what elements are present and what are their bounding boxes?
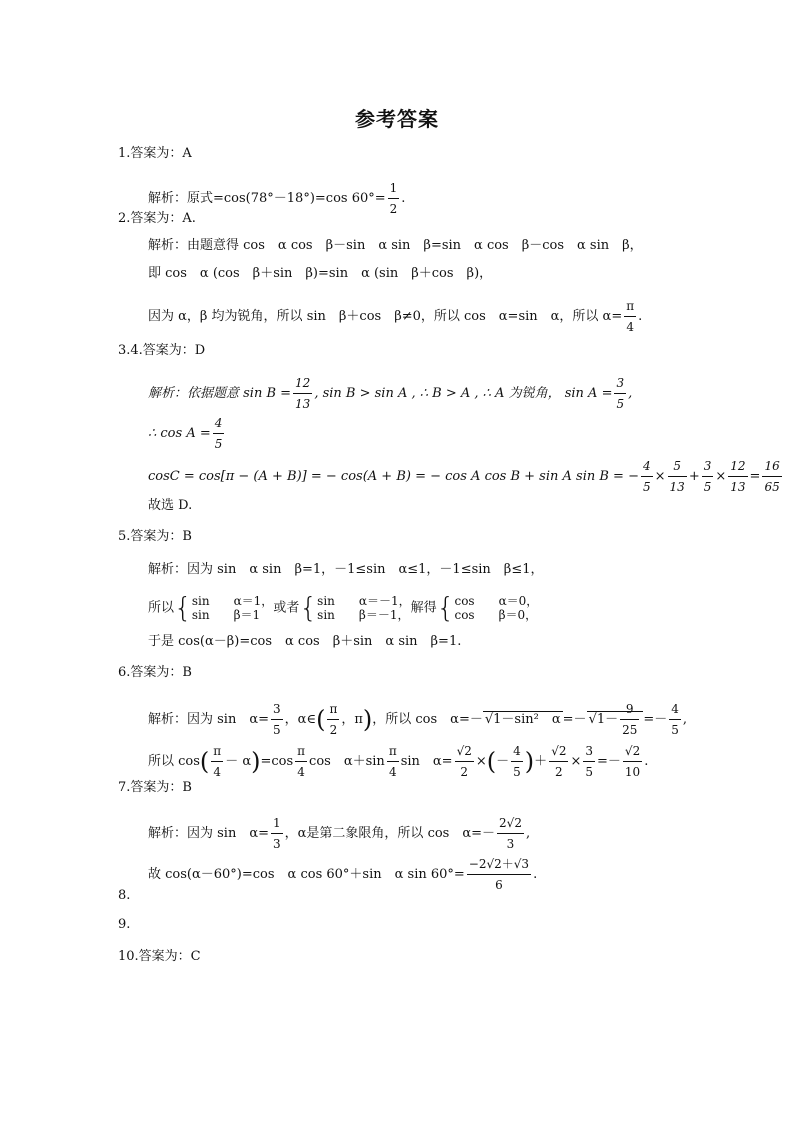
answer-5-line-1: 解析：因为 sin α sin β=1，－1≤sin α≤1，－1≤sin β≤1， (148, 562, 544, 577)
answer-1-analysis: 解析：原式=cos(78°－18°)=cos 60°= $\frac{1}{2}$ . (148, 178, 405, 219)
answer-3-4-line-2: ∴ cos A = $\frac{4}{5}$ (148, 413, 226, 454)
answer-6-line-1: 解析：因为 sin α= $\frac{3}{5}$ ，α∈( $\frac{\pi}{2}$ ，π)，所以 cos α=－√ 1－sin² α =－√ 1－ $\frac{9}{25}$ =－ $\frac{4}{5}$ , (148, 699, 687, 740)
answer-2-line-1: 解析：由题意得 cos α cos β－sin α sin β=sin α cos β－cos α sin β， (148, 238, 643, 253)
answer-2-line-2: 即 cos α (cos β＋sin β)=sin α (sin β＋cos β)， (148, 266, 493, 281)
answer-7-line-1: 解析：因为 sin α= $\frac{1}{3}$ ，α是第二象限角，所以 cos α=－ $\frac{2√2}{3}$ , (148, 813, 530, 854)
answer-5-head: 5.答案为：B (118, 529, 192, 544)
answer-7-head: 7.答案为：B (118, 780, 192, 795)
answer-5-line-2: 所以{sin α＝1， sin β＝1 或者{sin α＝－1， sin β＝－1，解得{cos α＝0， cos β＝0， (148, 591, 539, 624)
answer-6-line-2: 所以 cos( $\frac{\pi}{4}$ － α)=cos $\frac{\pi}{4}$ cos α＋sin $\frac{\pi}{4}$ sin α= $\frac{√2}{2}$ ×(－ $\frac{4}{5}$ )＋ $\frac{√2}{2}$ × $\frac{3}{5}$ =－ $\frac{√2}{10}$ . (148, 741, 648, 782)
answer-5-line-3: 于是 cos(α－β)=cos α cos β＋sin α sin β=1. (148, 634, 462, 649)
answer-3-4-head: 3.4.答案为：D (118, 343, 206, 358)
answer-10-head: 10.答案为：C (118, 949, 201, 964)
answer-2-head: 2.答案为：A. (118, 211, 196, 226)
answer-2-line-3: 因为 α，β 均为锐角，所以 sin β＋cos β≠0，所以 cos α=sin α，所以 α= $\frac{\pi}{4}$ . (148, 296, 642, 337)
answer-1-head: 1.答案为：A (118, 146, 192, 161)
answer-7-line-2: 故 cos(α－60°)=cos α cos 60°＋sin α sin 60°= $\frac{-2√2+√3}{6}$ . (148, 854, 537, 895)
page-title: 参考答案 (355, 107, 439, 131)
answer-9-head: 9. (118, 917, 131, 932)
answer-8-head: 8. (118, 888, 131, 903)
answer-6-head: 6.答案为：B (118, 665, 192, 680)
answer-3-4-line-1: 解析：依据题意 sin B = $\frac{12}{13}$ , sin B > sin A , ∴ B > A , ∴ A 为锐角， sin A = $\frac{3}{5}$ , (148, 373, 632, 414)
answer-3-4-line-4: 故选 D. (148, 498, 193, 513)
answer-3-4-line-3: cosC = cos[π − (A + B)] = − cos(A + B) = − cos A cos B + sin A sin B = − $\frac{4}{5}$ × $\frac{5}{13}$ + $\frac{3}{5}$ × $\frac{12}{13}$ = $\frac{16}{65}$ (148, 456, 784, 497)
